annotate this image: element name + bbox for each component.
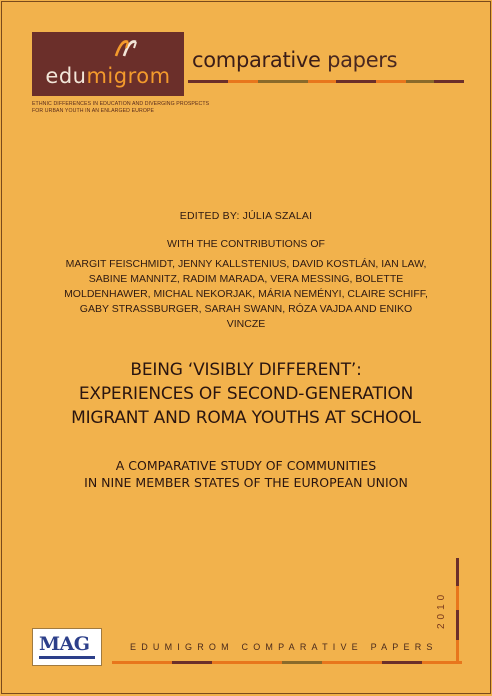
vertical-bar-top <box>456 558 459 586</box>
logo-swirl-icon <box>114 38 140 58</box>
title-line-2: EXPERIENCES OF SECOND-GENERATION <box>78 384 414 404</box>
contributions-heading: WITH THE CONTRIBUTIONS OF <box>167 238 325 250</box>
edited-by: EDITED BY: JÚLIA SZALAI <box>179 210 313 222</box>
logo-word-part1: edu <box>45 64 87 88</box>
subtitle-line-2: IN NINE MEMBER STATES OF THE EUROPEAN UNION <box>84 475 408 490</box>
vertical-bar-low <box>456 610 459 640</box>
footer-series-name: EDUMIGROM COMPARATIVE PAPERS <box>130 642 438 652</box>
series-title <box>192 48 397 72</box>
edumigrom-logo <box>32 32 184 96</box>
subtitle-line-1: A COMPARATIVE STUDY OF COMMUNITIES <box>115 458 377 473</box>
publisher-logo <box>32 628 102 666</box>
publisher-logo-text: MAG <box>39 633 90 655</box>
title-line-3: MIGRANT AND ROMA YOUTHS AT SCHOOL <box>71 408 421 428</box>
series-title-light: papers <box>327 48 398 72</box>
top-decorative-bar <box>188 80 464 83</box>
title-line-1: BEING ‘VISIBLY DIFFERENT’: <box>130 360 362 380</box>
series-title-bold: comparative <box>192 48 321 72</box>
cover-page <box>1 1 491 694</box>
vertical-bar-end <box>456 640 459 662</box>
publication-year: 2010 <box>436 590 447 630</box>
vertical-bar-mid <box>456 586 459 610</box>
book-subtitle <box>32 457 460 491</box>
bottom-decorative-bar <box>112 661 462 664</box>
logo-wordmark <box>32 64 184 88</box>
logo-word-part2: migrom <box>86 64 171 88</box>
book-title <box>22 358 470 430</box>
publisher-logo-underline <box>39 656 95 659</box>
project-tagline: ETHNIC DIFFERENCES IN EDUCATION AND DIVERGING PROSPECTS FOR URBAN YOUTH IN AN ENLARGED EUROPE <box>32 101 210 114</box>
contributors-list: MARGIT FEISCHMIDT, JENNY KALLSTENIUS, DAVID KOSTLÁN, IAN LAW, SABINE MANNITZ, RADIM MARADA, VERA MESSING, BOLETTE MOLDENHAWER, MICHAL NEKORJAK, MÁRIA NEMÉNYI, CLAIRE SCHIFF, GABY STRASSBURGER, SARAH SWANN, RÓZA VAJDA AND ENIKO VINCZE <box>64 258 428 330</box>
